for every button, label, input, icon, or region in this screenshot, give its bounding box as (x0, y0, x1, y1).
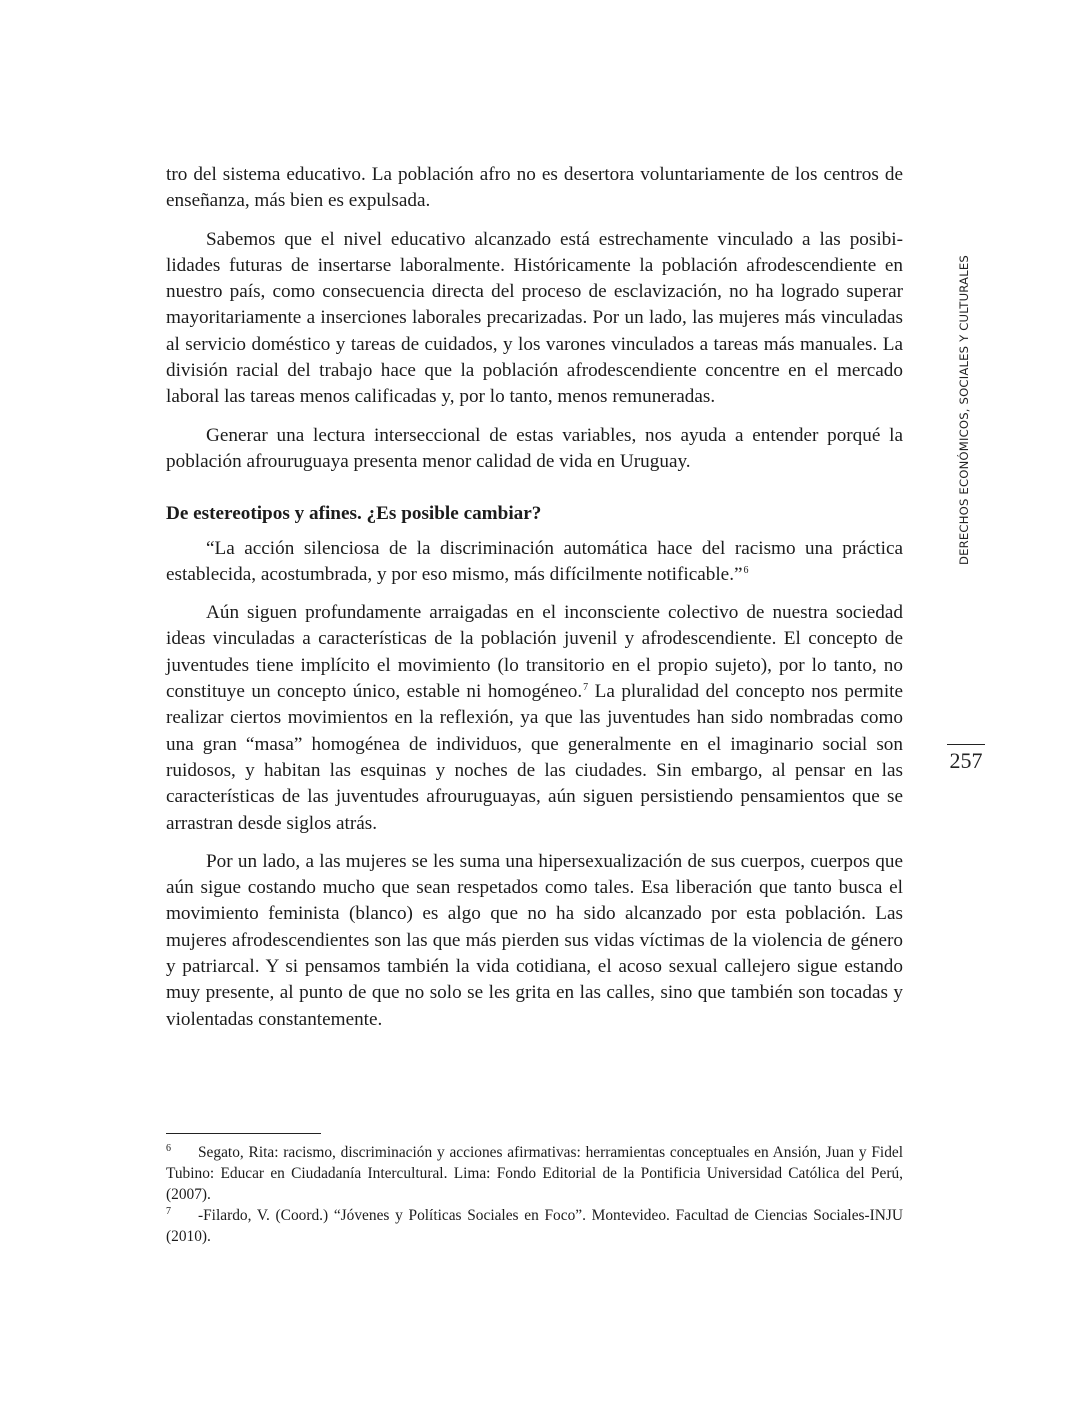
footnote-ref-7[interactable]: 7 (583, 682, 589, 694)
footnote-ref-6[interactable]: 6 (743, 564, 749, 576)
section-heading: De estereotipos y afines. ¿Es posible cambiar? (166, 503, 542, 525)
main-text (166, 162, 903, 1045)
page-number: 257 (947, 744, 985, 777)
footnote-text: -Filardo, V. (Coord.) “Jóvenes y Políticas Sociales en Foco”. Montevideo. Facultad de Ciencias Sociales-INJU (2010). (166, 1207, 903, 1245)
paragraph-1: tro del sistema educativo. La población afro no es desertora voluntariamente de los centros de enseñanza, más bien es expulsada. (166, 164, 903, 212)
paragraph-quote (166, 536, 903, 589)
paragraph-3: Generar una lectura interseccional de estas variables, nos ayuda a entender porqué la población afrouruguaya presenta menor calidad de vida en Uruguay. (166, 424, 903, 472)
footnote-divider (166, 1133, 321, 1134)
footnote-6: 6 Segato, Rita: racismo, discriminación y acciones afirmativas: herramientas conceptuales en Ansión, Juan y Fidel Tubino: Educar en Ciudadanía Intercultural. Lima: Fondo Editorial de la Pontificia Universidad Católica del Perú, (2007). (166, 1143, 903, 1203)
paragraph-5 (166, 600, 903, 837)
paragraph-5-part-2: La pluralidad del concepto nos permite realizar ciertos movimientos en la reflexión, ya que las juventudes han sido nombradas como una gran “masa” homogénea de individuos, que generalmente en el imaginario social son ruidosos, y habitan las esquinas y noches de las ciudades. Sin embargo, al pensar en las características de las juventudes afrouruguayas, aún siguen persistiendo pensamientos que se arrastran desde siglos atrás. (166, 681, 904, 834)
footnote-text: Segato, Rita: racismo, discriminación y acciones afirmativas: herramientas conceptuales en Ansión, Juan y Fidel Tubino: Educar en Ciudadanía Intercultural. Lima: Fondo Editorial de la Pontificia Universidad Católica del Perú, (2007). (166, 1144, 903, 1203)
paragraph-6: Por un lado, a las mujeres se les suma una hipersexualización de sus cuerpos, cuerpos que aún sigue costando mucho que sean respetados como tales. Esa liberación que tanto busca el movimiento feminista (blanco) es algo que no ha sido alcanzado por esta población. Las mujeres afrodescendientes son las que más pierden sus vidas víctimas de la violencia de género y patriarcal. Y si pensamos también la vida cotidiana, el acoso sexual callejero sigue estando muy presente, al punto de que no solo se les grita en las calles, sino que también son tocadas y violentadas constantemente. (166, 850, 903, 1030)
footnotes (166, 1142, 903, 1247)
paragraph-2: Sabemos que el nivel educativo alcanzado está estrechamente vinculado a las posibilidades futuras de insertarse laboralmente. Históricamente la población afrodescendiente en nuestro país, como consecuencia directa del proceso de esclavización, no ha logrado superar mayoritariamente a inserciones laborales precarizadas. Por un lado, las mujeres más vinculadas al servicio doméstico y tareas de cuidados, y los varones vinculados a tareas más manuales. La división racial del trabajo hace que la población afrodescendiente concentre en el mercado laboral las tareas menos calificadas y, por lo tanto, menos remuneradas. (166, 228, 903, 408)
running-header-vertical: DERECHOS ECONÓMICOS, SOCIALES Y CULTURALES (957, 255, 971, 565)
quote-text: “La acción silenciosa de la discriminación automática hace del racismo una práctica establecida, acostumbrada, y por eso mismo, más difícilmente notificable.” (166, 537, 903, 585)
paragraph-5-part-1: Aún siguen profundamente arraigadas en el inconsciente colectivo de nuestra sociedad ideas vinculadas a características de la población juvenil y afrodescendiente. El concepto de juventudes tiene implícito el movimiento (lo transitorio en el propio sujeto), por lo tanto, no constituye un concepto único, estable ni homogéneo. (166, 602, 903, 703)
footnote-7: 7 -Filardo, V. (Coord.) “Jóvenes y Políticas Sociales en Foco”. Montevideo. Facultad de Ciencias Sociales-INJU (2010). (166, 1206, 903, 1245)
